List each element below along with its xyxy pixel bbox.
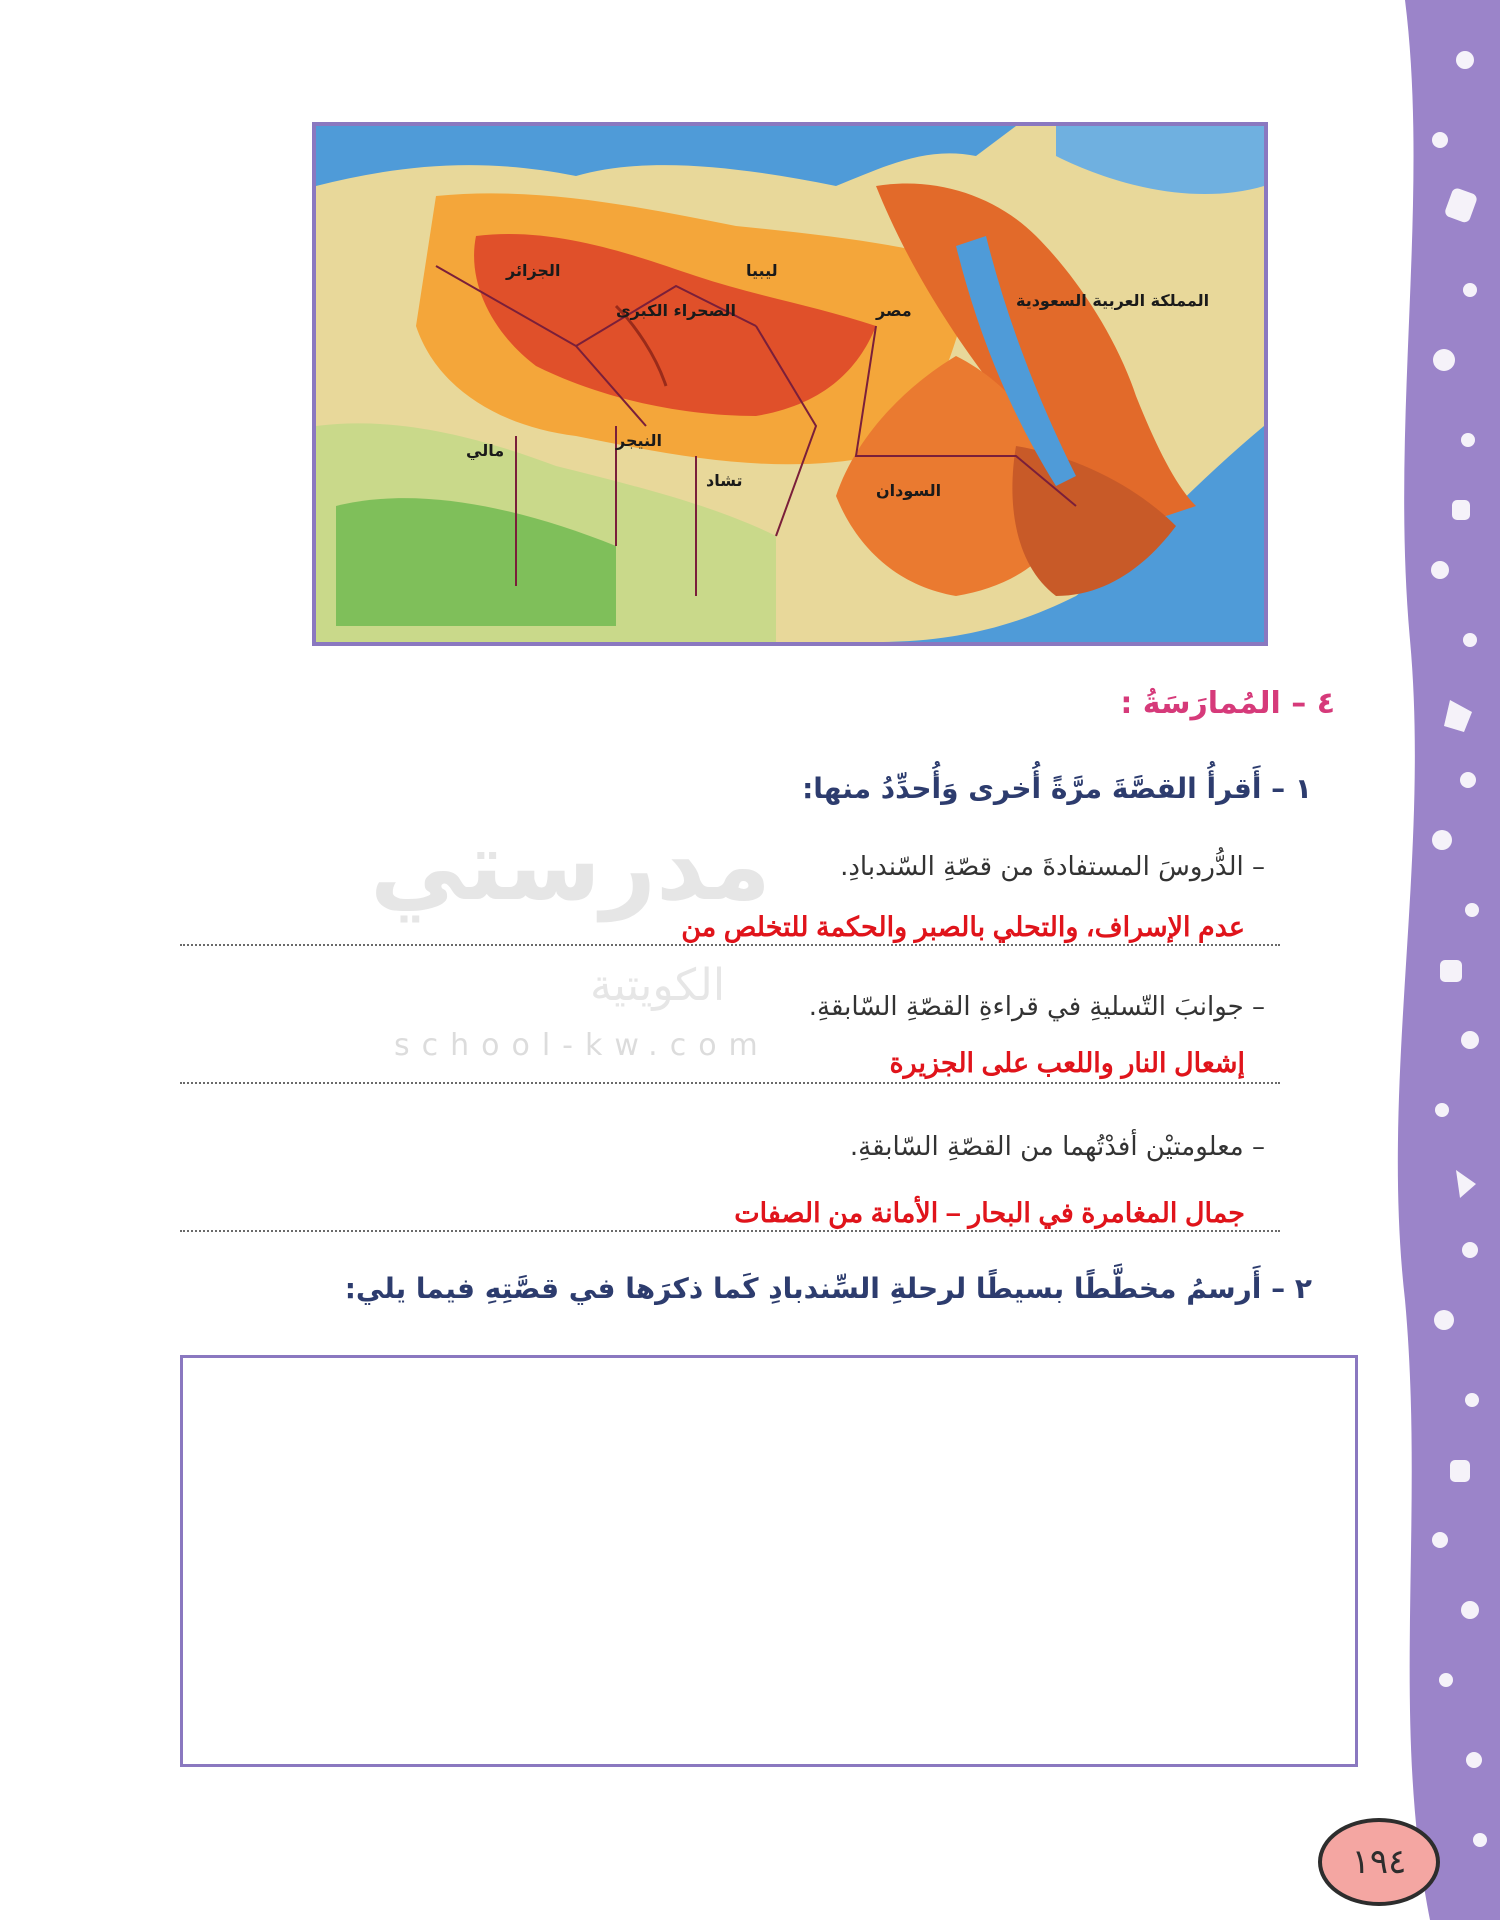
- watermark-sub: الكويتية: [590, 960, 726, 1011]
- watermark-main: مدرستي: [370, 810, 771, 922]
- answer-line-2: [180, 1082, 1280, 1084]
- map-label-egypt: مصر: [876, 301, 912, 320]
- map-label-niger: النيجر: [616, 431, 663, 450]
- map-label-sahara: الصحراء الكبرى: [616, 301, 736, 320]
- section-title: ٤ – المُمارَسَةُ :: [1120, 686, 1335, 721]
- question-2-title: ٢ – أَرسمُ مخطَّطًا بسيطًا لرحلةِ السِّندبادِ كَما ذكرَها في قصَّتِهِ فيما يلي:: [344, 1272, 1312, 1305]
- decorative-side-band: [1370, 0, 1500, 1920]
- question-1-prompt-3: – معلومتيْن أفدْتُهما من القصّةِ السّابقةِ.: [849, 1132, 1265, 1162]
- question-1-answer-2: إشعال النار واللعب على الجزيرة: [889, 1048, 1245, 1078]
- question-1-prompt-1: – الدُّروسَ المستفادةَ من قصّةِ السّندبادِ.: [840, 852, 1265, 882]
- map-label-libya: ليبيا: [746, 261, 778, 280]
- answer-line-3: [180, 1230, 1280, 1232]
- watermark-url: school-kw.com: [394, 1028, 770, 1063]
- page-number: ١٩٤: [1318, 1818, 1440, 1906]
- map-label-algeria: الجزائر: [506, 261, 561, 280]
- drawing-area[interactable]: [180, 1355, 1358, 1767]
- map-label-sudan: السودان: [876, 481, 942, 500]
- map-label-saudi: المملكة العربية السعودية: [1016, 291, 1210, 310]
- question-1-title: ١ – أَقرأُ القصَّةَ مرَّةً أُخرى وَأُحدِّدُ منها:: [802, 772, 1312, 805]
- question-1-answer-3: جمال المغامرة في البحار – الأمانة من الصفات: [734, 1198, 1245, 1228]
- question-1-answer-1: عدم الإسراف، والتحلي بالصبر والحكمة للتخلص من: [681, 912, 1245, 942]
- relief-map: [312, 122, 1268, 646]
- map-label-mali: مالي: [466, 441, 505, 460]
- question-1-prompt-2: – جوانبَ التّسليةِ في قراءةِ القصّةِ السّابقةِ.: [808, 992, 1265, 1022]
- map-label-chad: تشاد: [706, 471, 743, 490]
- answer-line-1: [180, 944, 1280, 946]
